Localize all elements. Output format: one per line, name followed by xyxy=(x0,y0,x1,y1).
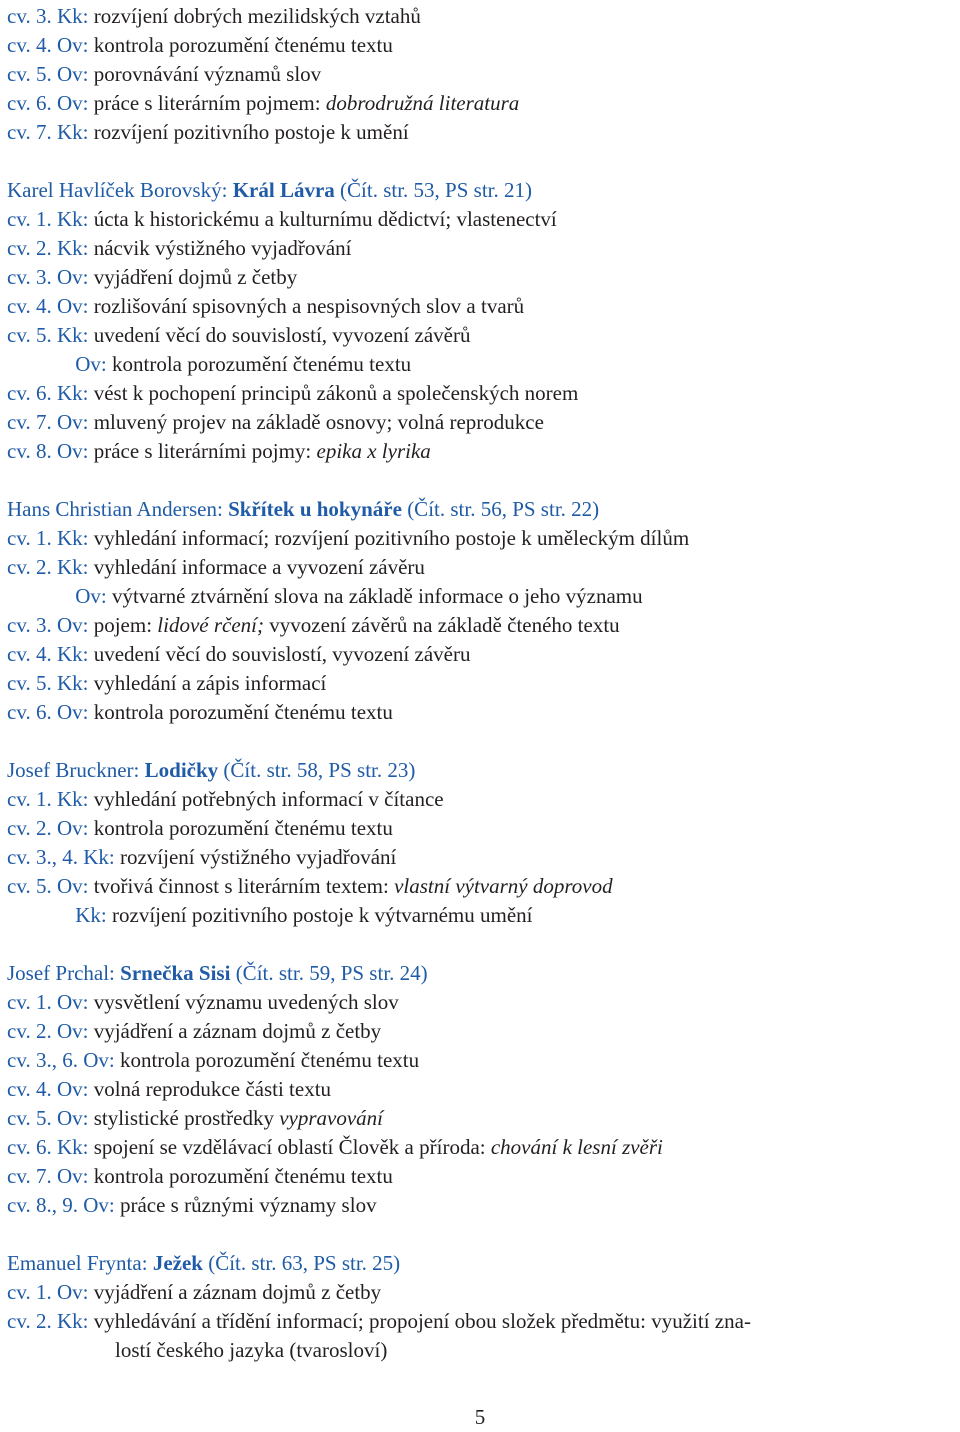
exercise-number: cv. 2. xyxy=(7,816,52,840)
page-number: 5 xyxy=(474,1405,486,1429)
entry-text: kontrola porozumění čtenému textu xyxy=(119,1048,420,1072)
entry-line xyxy=(7,843,950,872)
entry-text: vysvětlení významu uvedených slov xyxy=(93,990,399,1014)
entry-text: volná reprodukce části textu xyxy=(93,1077,332,1101)
entry-text: práce s literárními pojmy: xyxy=(93,439,312,463)
exercise-number: cv. 1. xyxy=(7,207,52,231)
entry-line xyxy=(7,408,950,437)
competency-tag: Ov: xyxy=(56,410,89,434)
exercise-number: cv. 1. xyxy=(7,1280,52,1304)
entry-line xyxy=(7,524,950,553)
entry-line xyxy=(7,901,950,930)
entry-text: vyhledání a zápis informací xyxy=(93,671,327,695)
entry-line xyxy=(7,292,950,321)
exercise-number: cv. 3., 6. xyxy=(7,1048,78,1072)
entry-text: vyhledávání a třídění informací; propojení obou složek předmětu: využití zna- xyxy=(93,1309,751,1333)
entry-text: tvořivá činnost s literárním textem: xyxy=(93,874,389,898)
entry-line xyxy=(7,1046,950,1075)
entry-line xyxy=(7,1133,950,1162)
page-refs: (Čít. str. 53, PS str. 21) xyxy=(340,178,532,202)
entry-text: vyjádření a záznam dojmů z četby xyxy=(93,1280,382,1304)
exercise-number: cv. 7. xyxy=(7,410,52,434)
entry-line xyxy=(7,234,950,263)
entry-text: kontrola porozumění čtenému textu xyxy=(112,352,412,376)
entry-text: uvedení věcí do souvislostí, vyvození závěru xyxy=(93,642,471,666)
section-heading xyxy=(7,176,950,205)
entry-text: práce s literárním pojmem: xyxy=(93,91,321,115)
exercise-number: cv. 5. xyxy=(7,874,52,898)
exercise-number: cv. 5. xyxy=(7,1106,52,1130)
entry-text: rozlišování spisovných a nespisovných slov a tvarů xyxy=(93,294,525,318)
exercise-number: cv. 1. xyxy=(7,990,52,1014)
entry-line xyxy=(7,263,950,292)
competency-tag: Kk: xyxy=(83,845,115,869)
exercise-number: cv. 2. xyxy=(7,1019,52,1043)
author-name: Josef Prchal: xyxy=(7,961,115,985)
exercise-number: cv. 7. xyxy=(7,120,52,144)
entry-line xyxy=(7,669,950,698)
page-refs: (Čít. str. 58, PS str. 23) xyxy=(223,758,416,782)
exercise-number: cv. 2. xyxy=(7,555,52,579)
competency-tag: Ov: xyxy=(56,1077,89,1101)
exercise-number: cv. 5. xyxy=(7,62,52,86)
section-heading xyxy=(7,1249,950,1278)
competency-tag: Ov: xyxy=(56,33,89,57)
page-refs: (Čít. str. 59, PS str. 24) xyxy=(235,961,428,985)
entry-line xyxy=(7,698,950,727)
entry-text: kontrola porozumění čtenému textu xyxy=(93,700,393,724)
entry-italic-term: dobrodružná literatura xyxy=(325,91,520,115)
competency-tag: Ov: xyxy=(56,874,89,898)
entry-text: rozvíjení dobrých mezilidských vztahů xyxy=(93,4,421,28)
entry-line xyxy=(7,640,950,669)
work-title: Král Lávra xyxy=(232,178,335,202)
exercise-number: cv. 3. xyxy=(7,613,52,637)
exercise-number: cv. 6. xyxy=(7,91,52,115)
exercise-number: cv. 1. xyxy=(7,526,52,550)
exercise-number: cv. 4. xyxy=(7,33,52,57)
exercise-number: cv. 6. xyxy=(7,1135,52,1159)
exercise-number: cv. 3. xyxy=(7,4,52,28)
competency-tag: Kk: xyxy=(56,787,89,811)
entry-line xyxy=(7,2,950,31)
entry-italic-term: lidové rčení; xyxy=(157,613,264,637)
entry-line xyxy=(7,988,950,1017)
competency-tag: Ov: xyxy=(56,1019,89,1043)
competency-tag: Ov: xyxy=(56,1280,89,1304)
work-title: Ježek xyxy=(152,1251,203,1275)
competency-tag: Kk: xyxy=(56,526,89,550)
entry-line xyxy=(7,611,950,640)
entry-line xyxy=(7,1162,950,1191)
exercise-number: cv. 6. xyxy=(7,381,52,405)
entry-line xyxy=(7,379,950,408)
entry-text: vyjádření dojmů z četby xyxy=(93,265,298,289)
competency-tag: Ov: xyxy=(75,584,107,608)
entry-line xyxy=(7,205,950,234)
exercise-number: cv. 3., 4. xyxy=(7,845,78,869)
entry-line xyxy=(7,1104,950,1133)
page-refs: (Čít. str. 56, PS str. 22) xyxy=(407,497,600,521)
exercise-number: cv. 8., 9. xyxy=(7,1193,78,1217)
entry-line xyxy=(7,350,950,379)
competency-tag: Kk: xyxy=(56,1309,89,1333)
competency-tag: Ov: xyxy=(56,990,89,1014)
entry-text: vést k pochopení principů zákonů a společenských norem xyxy=(93,381,579,405)
competency-tag: Kk: xyxy=(56,323,89,347)
competency-tag: Kk: xyxy=(56,1135,89,1159)
entry-italic-term: vlastní výtvarný doprovod xyxy=(394,874,613,898)
competency-tag: Ov: xyxy=(83,1048,115,1072)
competency-tag: Ov: xyxy=(56,613,89,637)
entry-line xyxy=(7,321,950,350)
work-title: Srnečka Sisi xyxy=(120,961,231,985)
page-refs: (Čít. str. 63, PS str. 25) xyxy=(208,1251,401,1275)
work-title: Lodičky xyxy=(144,758,219,782)
exercise-number: cv. 4. xyxy=(7,294,52,318)
entry-text: práce s různými významy slov xyxy=(119,1193,377,1217)
competency-tag: Kk: xyxy=(56,207,89,231)
competency-tag: Ov: xyxy=(83,1193,115,1217)
competency-tag: Ov: xyxy=(56,439,89,463)
entry-text: rozvíjení pozitivního postoje k umění xyxy=(93,120,409,144)
entry-line xyxy=(7,1075,950,1104)
exercise-number: cv. 3. xyxy=(7,265,52,289)
entry-text: pojem: xyxy=(93,613,153,637)
author-name: Hans Christian Andersen: xyxy=(7,497,223,521)
entry-text: uvedení věcí do souvislostí, vyvození závěrů xyxy=(93,323,471,347)
entry-text: porovnávání významů slov xyxy=(93,62,322,86)
entry-text: vyjádření a záznam dojmů z četby xyxy=(93,1019,382,1043)
entry-italic-term: chování k lesní zvěři xyxy=(490,1135,663,1159)
entry-line xyxy=(7,31,950,60)
competency-tag: Kk: xyxy=(56,120,89,144)
work-title: Skřítek u hokynáře xyxy=(228,497,402,521)
competency-tag: Ov: xyxy=(56,816,89,840)
competency-tag: Ov: xyxy=(56,62,89,86)
exercise-number: cv. 4. xyxy=(7,1077,52,1101)
exercise-number: cv. 2. xyxy=(7,1309,52,1333)
exercise-number: cv. 4. xyxy=(7,642,52,666)
entry-text: úcta k historickému a kulturnímu dědictví; vlastenectví xyxy=(93,207,557,231)
competency-tag: Ov: xyxy=(56,91,89,115)
competency-tag: Kk: xyxy=(56,236,89,260)
entry-text: rozvíjení pozitivního postoje k výtvarnému umění xyxy=(112,903,533,927)
entry-text: nácvik výstižného vyjadřování xyxy=(93,236,352,260)
entry-line xyxy=(7,785,950,814)
entry-line xyxy=(7,118,950,147)
competency-tag: Ov: xyxy=(75,352,107,376)
entry-text: kontrola porozumění čtenému textu xyxy=(93,816,393,840)
competency-tag: Kk: xyxy=(75,903,107,927)
exercise-number: cv. 1. xyxy=(7,787,52,811)
entry-text: spojení se vzdělávací oblastí Člověk a příroda: xyxy=(93,1135,486,1159)
exercise-number: cv. 2. xyxy=(7,236,52,260)
entry-line xyxy=(7,89,950,118)
entry-text: výtvarné ztvárnění slova na základě informace o jeho významu xyxy=(112,584,643,608)
entry-text: lostí českého jazyka (tvarosloví) xyxy=(115,1338,388,1362)
competency-tag: Kk: xyxy=(56,4,89,28)
entry-line-continuation xyxy=(115,1336,950,1365)
entry-line xyxy=(7,437,950,466)
competency-tag: Ov: xyxy=(56,294,89,318)
entry-text: rozvíjení výstižného vyjadřování xyxy=(119,845,397,869)
entry-line xyxy=(7,814,950,843)
entry-line xyxy=(7,60,950,89)
entry-text: kontrola porozumění čtenému textu xyxy=(93,1164,393,1188)
exercise-number: cv. 5. xyxy=(7,671,52,695)
entry-line xyxy=(7,872,950,901)
section-heading xyxy=(7,756,950,785)
competency-tag: Ov: xyxy=(56,1164,89,1188)
author-name: Emanuel Frynta: xyxy=(7,1251,148,1275)
entry-line xyxy=(7,1191,950,1220)
exercise-number: cv. 5. xyxy=(7,323,52,347)
competency-tag: Ov: xyxy=(56,265,89,289)
competency-tag: Ov: xyxy=(56,700,89,724)
competency-tag: Kk: xyxy=(56,555,89,579)
entry-text: mluvený projev na základě osnovy; volná reprodukce xyxy=(93,410,544,434)
entry-line xyxy=(7,553,950,582)
section-heading xyxy=(7,959,950,988)
entry-text: vyhledání informace a vyvození závěru xyxy=(93,555,425,579)
entry-line xyxy=(7,1278,950,1307)
exercise-number: cv. 8. xyxy=(7,439,52,463)
author-name: Karel Havlíček Borovský: xyxy=(7,178,228,202)
entry-text: kontrola porozumění čtenému textu xyxy=(93,33,393,57)
entry-text: vyhledání potřebných informací v čítance xyxy=(93,787,444,811)
entry-line xyxy=(7,582,950,611)
competency-tag: Kk: xyxy=(56,671,89,695)
entry-line xyxy=(7,1017,950,1046)
author-name: Josef Bruckner: xyxy=(7,758,140,782)
entry-italic-term: epika x lyrika xyxy=(316,439,431,463)
competency-tag: Ov: xyxy=(56,1106,89,1130)
exercise-number: cv. 6. xyxy=(7,700,52,724)
exercise-number: cv. 7. xyxy=(7,1164,52,1188)
entry-text: stylistické prostředky xyxy=(93,1106,274,1130)
entry-italic-term: vypravování xyxy=(279,1106,383,1130)
competency-tag: Kk: xyxy=(56,381,89,405)
entry-text-after: vyvození závěrů na základě čteného textu xyxy=(269,613,620,637)
competency-tag: Kk: xyxy=(56,642,89,666)
entry-text: vyhledání informací; rozvíjení pozitivního postoje k uměleckým dílům xyxy=(93,526,690,550)
section-heading xyxy=(7,495,950,524)
entry-line xyxy=(7,1307,950,1336)
